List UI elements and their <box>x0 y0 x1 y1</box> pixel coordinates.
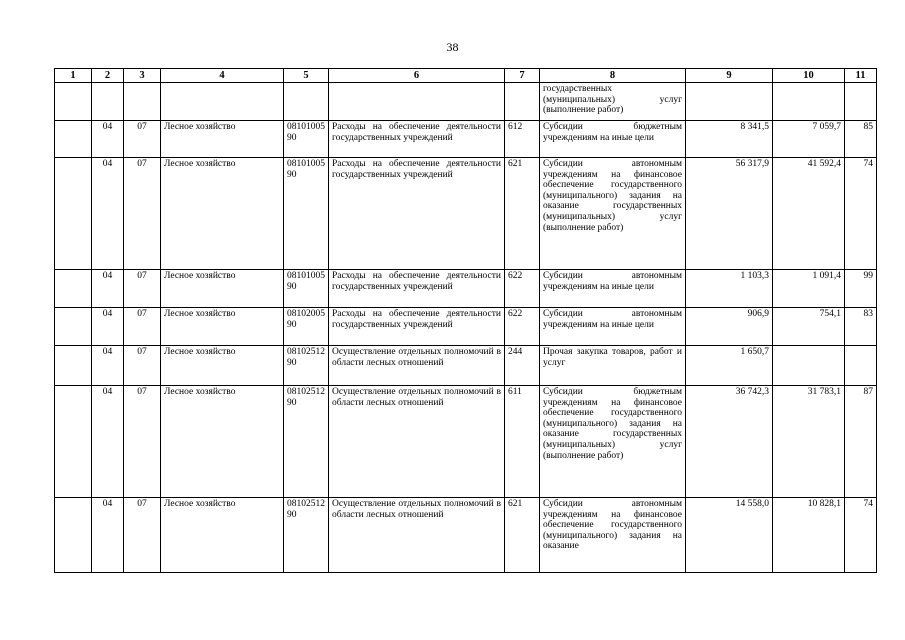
cell-target-code: 0810251290 <box>284 386 329 498</box>
cell-section: 04 <box>92 158 124 270</box>
table-row <box>55 158 877 270</box>
cell-target-code: 0810251290 <box>284 346 329 386</box>
cell-subsection <box>124 83 161 121</box>
cell-subsection: 07 <box>124 270 161 308</box>
cell-c1 <box>55 346 92 386</box>
cell-expense-type: 244 <box>505 346 540 386</box>
cell-plan: 56 317,9 <box>686 158 773 270</box>
cell-section: 04 <box>92 386 124 498</box>
cell-name: Лесное хозяйство <box>161 121 284 158</box>
table-row <box>55 308 877 346</box>
cell-plan: 1 650,7 <box>686 346 773 386</box>
cell-expense-name: Субсидии автономным учреждениям на финансовое обеспечение государственного (муниципального) задания на оказание <box>540 498 686 573</box>
cell-c1 <box>55 498 92 573</box>
cell-target-name <box>329 83 505 121</box>
cell-c1 <box>55 158 92 270</box>
cell-section: 04 <box>92 498 124 573</box>
cell-plan <box>686 83 773 121</box>
cell-actual: 31 783,1 <box>773 386 845 498</box>
cell-expense-name: государственных (муниципальных) услуг (выполнение работ) <box>540 83 686 121</box>
table-row <box>55 386 877 498</box>
table-row <box>55 83 877 121</box>
cell-name: Лесное хозяйство <box>161 158 284 270</box>
cell-actual <box>773 346 845 386</box>
cell-target-code <box>284 83 329 121</box>
cell-target-code: 0810100590 <box>284 158 329 270</box>
cell-percent: 85 <box>845 121 877 158</box>
col-header: 1 <box>55 69 92 83</box>
cell-plan: 8 341,5 <box>686 121 773 158</box>
col-header: 7 <box>505 69 540 83</box>
cell-c1 <box>55 270 92 308</box>
cell-subsection: 07 <box>124 158 161 270</box>
page-number: 38 <box>446 40 459 54</box>
cell-section: 04 <box>92 346 124 386</box>
cell-actual: 10 828,1 <box>773 498 845 573</box>
cell-section <box>92 83 124 121</box>
table-row <box>55 270 877 308</box>
cell-target-code: 0810100590 <box>284 270 329 308</box>
cell-expense-name: Субсидии автономным учреждениям на иные цели <box>540 308 686 346</box>
cell-target-code: 0810200590 <box>284 308 329 346</box>
cell-subsection: 07 <box>124 498 161 573</box>
cell-expense-type: 621 <box>505 498 540 573</box>
cell-expense-name: Субсидии бюджетным учреждениям на финансовое обеспечение государственного (муниципального) задания на оказание государственных (муниципальных) услуг (выполнение работ) <box>540 386 686 498</box>
cell-name: Лесное хозяйство <box>161 346 284 386</box>
cell-subsection: 07 <box>124 308 161 346</box>
cell-target-code: 0810100590 <box>284 121 329 158</box>
col-header: 5 <box>284 69 329 83</box>
cell-target-name: Осуществление отдельных полномочий в области лесных отношений <box>329 346 505 386</box>
col-header: 2 <box>92 69 124 83</box>
cell-c1 <box>55 121 92 158</box>
cell-percent: 74 <box>845 158 877 270</box>
cell-expense-name: Прочая закупка товаров, работ и услуг <box>540 346 686 386</box>
cell-expense-name: Субсидии автономным учреждениям на иные цели <box>540 270 686 308</box>
cell-name <box>161 83 284 121</box>
cell-expense-type: 622 <box>505 308 540 346</box>
cell-plan: 14 558,0 <box>686 498 773 573</box>
col-header: 11 <box>845 69 877 83</box>
cell-name: Лесное хозяйство <box>161 386 284 498</box>
cell-percent: 74 <box>845 498 877 573</box>
col-header: 6 <box>329 69 505 83</box>
cell-target-code: 0810251290 <box>284 498 329 573</box>
cell-percent: 87 <box>845 386 877 498</box>
cell-subsection: 07 <box>124 121 161 158</box>
cell-percent: 83 <box>845 308 877 346</box>
col-header: 10 <box>773 69 845 83</box>
cell-c1 <box>55 386 92 498</box>
cell-actual: 7 059,7 <box>773 121 845 158</box>
cell-actual <box>773 83 845 121</box>
col-header: 4 <box>161 69 284 83</box>
cell-percent <box>845 346 877 386</box>
cell-target-name: Осуществление отдельных полномочий в области лесных отношений <box>329 498 505 573</box>
cell-expense-type: 612 <box>505 121 540 158</box>
cell-c1 <box>55 83 92 121</box>
cell-c1 <box>55 308 92 346</box>
budget-table <box>54 68 877 573</box>
cell-plan: 36 742,3 <box>686 386 773 498</box>
table-row <box>55 346 877 386</box>
header-row <box>55 69 877 83</box>
col-header: 3 <box>124 69 161 83</box>
table-row <box>55 498 877 573</box>
cell-expense-name: Субсидии автономным учреждениям на финансовое обеспечение государственного (муниципального) задания на оказание государственных (муниципальных) услуг (выполнение работ) <box>540 158 686 270</box>
cell-expense-type: 622 <box>505 270 540 308</box>
cell-target-name: Расходы на обеспечение деятельности государственных учреждений <box>329 308 505 346</box>
cell-name: Лесное хозяйство <box>161 308 284 346</box>
cell-name: Лесное хозяйство <box>161 498 284 573</box>
cell-actual: 41 592,4 <box>773 158 845 270</box>
cell-plan: 906,9 <box>686 308 773 346</box>
cell-target-name: Расходы на обеспечение деятельности государственных учреждений <box>329 121 505 158</box>
cell-subsection: 07 <box>124 386 161 498</box>
cell-section: 04 <box>92 270 124 308</box>
cell-plan: 1 103,3 <box>686 270 773 308</box>
cell-section: 04 <box>92 121 124 158</box>
cell-percent <box>845 83 877 121</box>
cell-subsection: 07 <box>124 346 161 386</box>
cell-expense-type: 611 <box>505 386 540 498</box>
cell-target-name: Осуществление отдельных полномочий в области лесных отношений <box>329 386 505 498</box>
cell-target-name: Расходы на обеспечение деятельности государственных учреждений <box>329 158 505 270</box>
col-header: 8 <box>540 69 686 83</box>
cell-percent: 99 <box>845 270 877 308</box>
cell-expense-type: 621 <box>505 158 540 270</box>
cell-section: 04 <box>92 308 124 346</box>
cell-actual: 754,1 <box>773 308 845 346</box>
cell-target-name: Расходы на обеспечение деятельности государственных учреждений <box>329 270 505 308</box>
cell-expense-name: Субсидии бюджетным учреждениям на иные цели <box>540 121 686 158</box>
col-header: 9 <box>686 69 773 83</box>
cell-expense-type <box>505 83 540 121</box>
cell-name: Лесное хозяйство <box>161 270 284 308</box>
cell-actual: 1 091,4 <box>773 270 845 308</box>
table-row <box>55 121 877 158</box>
